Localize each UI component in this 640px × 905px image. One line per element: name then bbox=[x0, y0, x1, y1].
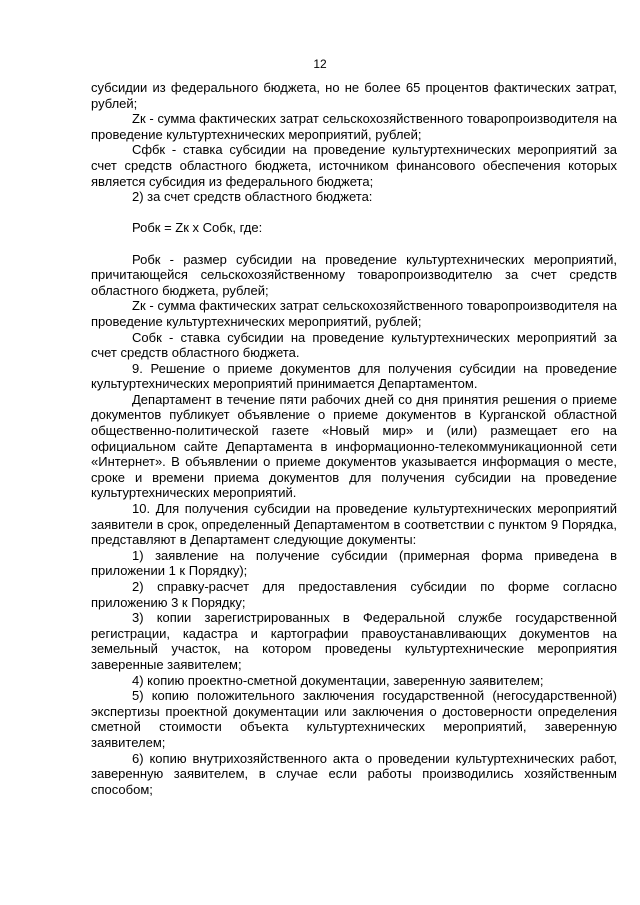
list-item: 3) копии зарегистрированных в Федеральной службе государственной регистрации, кадастра и картографии правоустанавливающих документов на земельный участок, на котором проведены культуртехнические мероприятия заверенные заявителем; bbox=[91, 610, 617, 672]
list-item: 2) справку-расчет для предоставления субсидии по форме согласно приложению 3 к Порядку; bbox=[91, 579, 617, 610]
list-item: 6) копию внутрихозяйственного акта о проведении культуртехнических работ, заверенную заявителем, в случае если работы производились хозяйственным способом; bbox=[91, 750, 617, 797]
paragraph: субсидии из федерального бюджета, но не более 65 процентов фактических затрат, рублей; bbox=[91, 80, 617, 111]
formula: Робк = Zк х Собк, где: bbox=[132, 220, 263, 236]
paragraph: 2) за счет средств областного бюджета: bbox=[132, 189, 373, 205]
page-number: 12 bbox=[313, 57, 327, 71]
document-body bbox=[91, 80, 617, 797]
paragraph: Департамент в течение пяти рабочих дней со дня принятия решения о приеме документов публикует объявление о приеме документов в Курганской областной общественно-политической газете «Новый мир» и (или) размещает его на официальном сайте Департамента в информационно-телекоммуникационной сети «Интернет». В объявлении о приеме документов указывается информация о месте, сроке и времени приема документов для получения субсидии на проведение культуртехнических мероприятий. bbox=[91, 391, 617, 501]
paragraph: Zк - сумма фактических затрат сельскохозяйственного товаропроизводителя на проведение культуртехнических мероприятий, рублей; bbox=[91, 111, 617, 142]
paragraph: Робк - размер субсидии на проведение культуртехнических мероприятий, причитающейся сельскохозяйственному товаропроизводителю за счет средств областного бюджета, рублей; bbox=[91, 251, 617, 298]
blank-line bbox=[91, 236, 617, 252]
paragraph: 9. Решение о приеме документов для получения субсидии на проведение культуртехнических мероприятий принимается Департаментом. bbox=[91, 360, 617, 392]
blank-line bbox=[91, 205, 617, 221]
paragraph: Сфбк - ставка субсидии на проведение культуртехнических мероприятий за счет средств областного бюджета, источником финансового обеспечения которых является субсидия из федерального бюджета; bbox=[91, 142, 617, 189]
paragraph: 10. Для получения субсидии на проведение культуртехнических мероприятий заявители в срок, определенный Департаментом в соответствии с пунктом 9 Порядка, представляют в Департамент следующие документы: bbox=[91, 501, 617, 548]
list-item: 5) копию положительного заключения государственной (негосударственной) экспертизы проектной документации или заключения о достоверности определения сметной стоимости объекта культуртехнических мероприятий, заверенную заявителем; bbox=[91, 688, 617, 750]
list-item: 4) копию проектно-сметной документации, заверенную заявителем; bbox=[132, 672, 544, 688]
paragraph: Zк - сумма фактических затрат сельскохозяйственного товаропроизводителя на проведение культуртехнических мероприятий, рублей; bbox=[91, 298, 617, 329]
paragraph: Собк - ставка субсидии на проведение культуртехнических мероприятий за счет средств областного бюджета. bbox=[91, 329, 617, 361]
list-item: 1) заявление на получение субсидии (примерная форма приведена в приложении 1 к Порядку); bbox=[91, 547, 617, 579]
